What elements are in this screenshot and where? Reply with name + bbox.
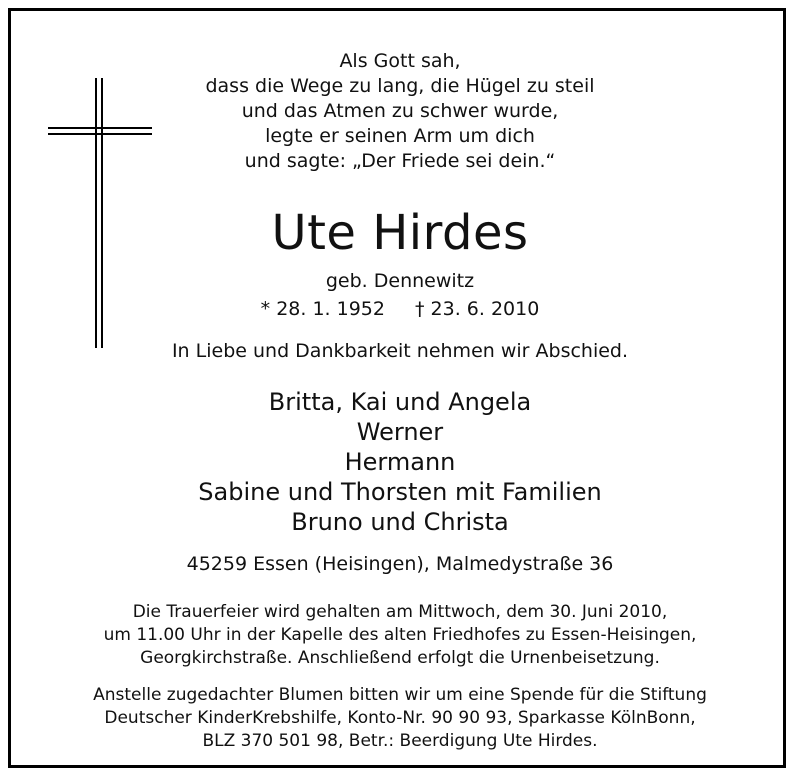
poem-line-3: und das Atmen zu schwer wurde, bbox=[241, 100, 559, 122]
address: 45259 Essen (Heisingen), Malmedystraße 36 bbox=[186, 553, 614, 575]
birth-name: geb. Dennewitz bbox=[325, 270, 475, 292]
family-line-4: Sabine und Thorsten mit Familien bbox=[198, 478, 602, 506]
deceased-name: Ute Hirdes bbox=[271, 205, 529, 261]
death-date: † 23. 6. 2010 bbox=[415, 298, 540, 320]
farewell-text: In Liebe und Dankbarkeit nehmen wir Abschied. bbox=[171, 340, 629, 362]
birth-date: * 28. 1. 1952 bbox=[260, 298, 385, 320]
donation-line-2: Deutscher KinderKrebshilfe, Konto-Nr. 90 90 93, Sparkasse KölnBonn, bbox=[104, 708, 696, 728]
ceremony-line-1: Die Trauerfeier wird gehalten am Mittwoch, dem 30. Juni 2010, bbox=[132, 602, 668, 622]
ceremony-line-3: Georgkirchstraße. Anschließend erfolgt die Urnenbeisetzung. bbox=[140, 648, 660, 668]
poem-line-1: Als Gott sah, bbox=[339, 50, 461, 72]
family-line-3: Hermann bbox=[344, 448, 456, 476]
life-dates bbox=[0, 298, 800, 320]
family-line-1: Britta, Kai und Angela bbox=[268, 388, 532, 416]
family-line-5: Bruno und Christa bbox=[291, 508, 509, 536]
ceremony-line-2: um 11.00 Uhr in der Kapelle des alten Friedhofes zu Essen-Heisingen, bbox=[103, 625, 697, 645]
donation-line-3: BLZ 370 501 98, Betr.: Beerdigung Ute Hirdes. bbox=[202, 731, 598, 751]
poem-line-5: und sagte: „Der Friede sei dein.“ bbox=[244, 150, 556, 172]
poem-line-2: dass die Wege zu lang, die Hügel zu steil bbox=[205, 75, 595, 97]
poem-line-4: legte er seinen Arm um dich bbox=[265, 125, 535, 147]
donation-line-1: Anstelle zugedachter Blumen bitten wir um eine Spende für die Stiftung bbox=[93, 685, 707, 705]
family-line-2: Werner bbox=[356, 418, 444, 446]
